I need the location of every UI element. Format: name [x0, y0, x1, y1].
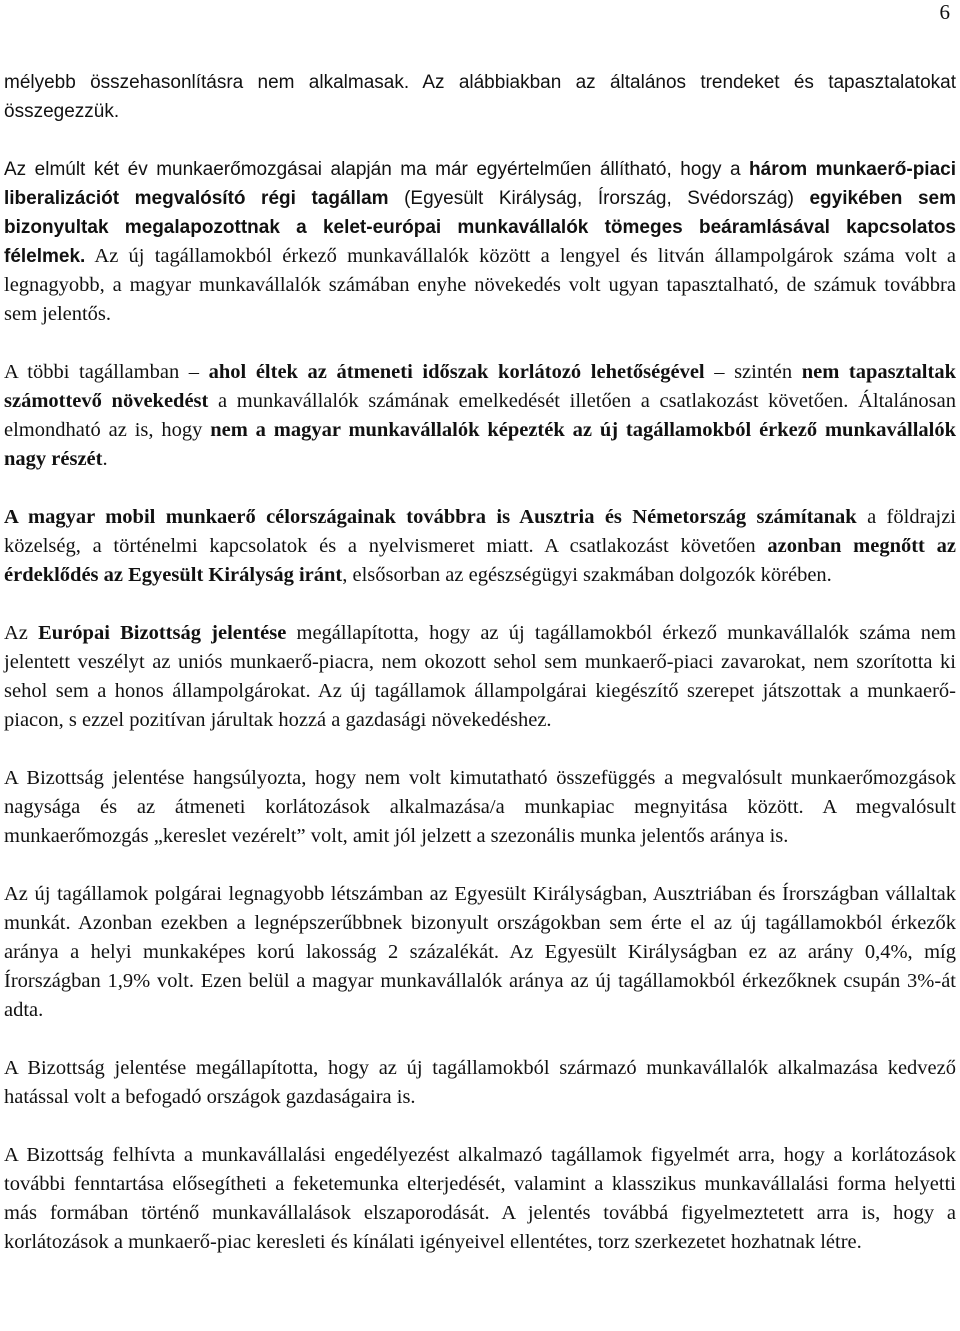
document-body: [4, 68, 956, 1257]
paragraph-4-text-2: , elsősorban az egészségügyi szakmában dolgozók körében.: [342, 564, 832, 586]
paragraph-3-text-1: A többi tagállamban –: [4, 361, 209, 383]
paragraph-5-text-1: Az: [4, 622, 39, 644]
paragraph-5-bold-1: Európai Bizottság jelentése: [38, 622, 287, 644]
paragraph-3-bold-2: nem tapasztaltak számottevő növekedést: [4, 361, 956, 412]
paragraph-4-text-1: a földrajzi közelség, a történelmi kapcsolatok és a nyelvismeret miatt. A csatlakozást követően: [4, 506, 956, 557]
paragraph-7-text: Az új tagállamok polgárai legnagyobb létszámban az Egyesült Királyságban, Ausztriában és Írországban vállaltak munkát. Azonban ezekben a legnépszerűbbnek bizonyult országokban sem érte el az új tagállamokból érkezők aránya a helyi munkaképes korú lakosság 2 százalékát. Az Egyesült Királyságban ez az arány 0,4%, míg Írországban 1,9% volt. Ezen belül a magyar munkavállalók aránya az új tagállamokból érkezőknek csupán 3%-át adta.: [4, 883, 956, 1021]
paragraph-5-text-2: megállapította, hogy az új tagállamokból érkező munkavállalók száma nem jelentett veszélyt az uniós munkaerő-piacra, nem okozott sehol sem munkaerő-piaci zavarokat, nem szorította ki sehol sem a honos állampolgárokat. Az új tagállamok állampolgárai kiegészítő szerepet játszottak a munkaerő-piacon, s ezzel pozitívan járultak hozzá a gazdasági növekedéshez.: [4, 622, 956, 731]
paragraph-6: [4, 764, 956, 851]
paragraph-3: [4, 358, 956, 474]
paragraph-3-bold-3: nem a magyar munkavállalók képezték az új tagállamokból érkező munkavállalók nagy részét: [4, 419, 956, 470]
paragraph-8-text: A Bizottság jelentése megállapította, hogy az új tagállamokból származó munkavállalók alkalmazása kedvező hatással volt a befogadó országok gazdaságaira is.: [4, 1057, 956, 1108]
paragraph-4-bold-2: azonban megnőtt az érdeklődés az Egyesült Királyság iránt: [4, 535, 956, 586]
paragraph-1: [4, 68, 956, 126]
paragraph-2-bold-2: egyikében sem bizonyultak megalapozottnak a kelet-európai munkavállalók tömeges beáramlásával kapcsolatos félelmek.: [4, 188, 956, 267]
paragraph-6-text: A Bizottság jelentése hangsúlyozta, hogy nem volt kimutatható összefüggés a megvalósult munkaerőmozgások nagysága és az átmeneti korlátozások alkalmazása/a munkapiac megnyitása között. A megvalósult munkaerőmozgás „kereslet vezérelt” volt, amit jól jelzett a szezonális munka jelentős aránya is.: [4, 767, 956, 847]
paragraph-2-text-1: Az elmúlt két év munkaerőmozgásai alapján ma már egyértelműen állítható, hogy a: [4, 159, 750, 180]
paragraph-3-text-2: – szintén: [704, 361, 802, 383]
paragraph-2-bold-1: három munkaerő-piaci liberalizációt megvalósító régi tagállam: [4, 159, 956, 209]
paragraph-3-bold-1: ahol éltek az átmeneti időszak korlátozó lehetőségével: [208, 361, 705, 383]
paragraph-3-text-3: a munkavállalók számának emelkedését illetően a csatlakozást követően. Általánosan elmondható az is, hogy: [4, 390, 956, 441]
paragraph-3-text-4: .: [102, 448, 108, 470]
paragraph-2-text-3: Az új tagállamokból érkező munkavállalók között a lengyel és litván állampolgárok száma volt a legnagyobb, a magyar munkavállalók számában enyhe növekedés volt ugyan tapasztalható, de számuk továbbra sem jelentős.: [4, 245, 956, 325]
paragraph-7: [4, 880, 956, 1025]
page-number: 6: [939, 0, 950, 24]
paragraph-9-text: A Bizottság felhívta a munkavállalási engedélyezést alkalmazó tagállamok figyelmét arra, hogy a korlátozások további fenntartása elősegítheti a feketemunka elterjedését, valamint a klasszikus munkavállalási forma helyetti más formában történő munkavállalások elszaporodását. A jelentés továbbá figyelmeztetett arra is, hogy a korlátozások a munkaerő-piac keresleti és kínálati igényeivel ellentétes, torz szerkezetet hozhatnak létre.: [4, 1144, 956, 1253]
paragraph-2: [4, 155, 956, 329]
paragraph-4: [4, 503, 956, 590]
paragraph-2-text-2: (Egyesült Királyság, Írország, Svédország): [388, 188, 810, 209]
paragraph-8: [4, 1054, 956, 1112]
paragraph-1-text: mélyebb összehasonlításra nem alkalmasak. Az alábbiakban az általános trendeket és tapasztalatokat összegezzük.: [4, 72, 956, 122]
paragraph-4-bold-1: A magyar mobil munkaerő célországainak továbbra is Ausztria és Németország számítanak: [4, 506, 857, 528]
paragraph-9: [4, 1141, 956, 1257]
paragraph-5: [4, 619, 956, 735]
